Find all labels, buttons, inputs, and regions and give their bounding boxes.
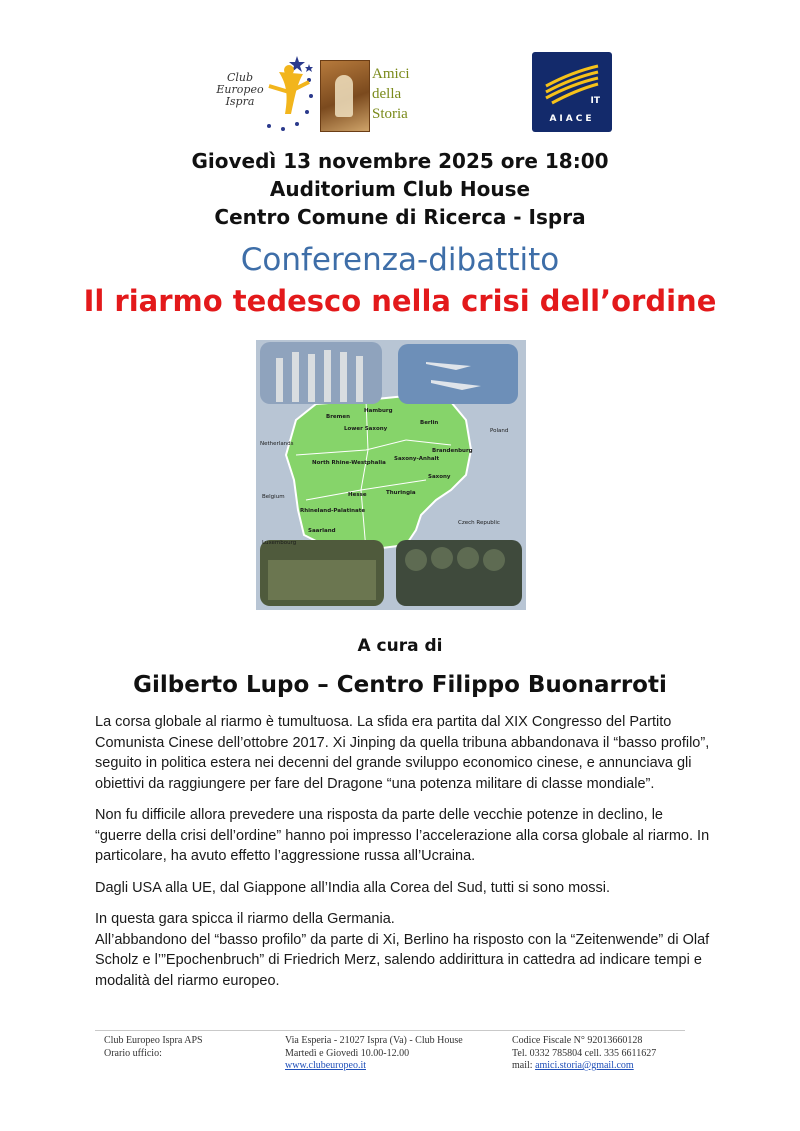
event-venue: Auditorium Club House [269,177,531,201]
footer-mail-label: mail: [512,1060,536,1071]
footer-tax-code: Codice Fiscale N° 92013660128 [512,1035,643,1046]
historic-figure-image [320,60,370,132]
event-description [95,712,710,1002]
footer-address [285,1035,463,1073]
paragraph-4: In questa gara spicca il riarmo della Germania. [95,911,395,927]
map-country-czech: Czech Republic [458,520,500,526]
paragraph-3: Dagli USA alla UE, dal Giappone all’India alla Corea del Sud, tutti si sono mossi. [95,879,611,896]
footer-org-name: Club Europeo Ispra APS [104,1035,203,1046]
map-state-hamburg: Hamburg [364,408,393,414]
paragraph-5: All’abbandono del “basso profilo” da parte di Xi, Berlino ha risposto con la “Zeitenwende” di Olaf Scholz e l’”Epochenbruch” di Friedrich Merz, salendo addirittura in cattedra ad indicare tempi e modalità del riarmo europeo. [95,931,710,989]
event-date: Giovedì 13 novembre 2025 ore 18:00 [191,149,609,173]
website-link[interactable]: www.clubeuropeo.it [285,1060,366,1071]
map-state-rhineland: Rhineland-Palatinate [300,508,366,514]
club-europeo-logo [205,52,320,132]
footer-street: Via Esperia - 21027 Ispra (Va) - Club House [285,1035,463,1046]
map-state-brandenburg: Brandenburg [432,448,473,454]
event-location: Centro Comune di Ricerca - Ispra [214,205,586,229]
email-link[interactable]: amici.storia@gmail.com [535,1060,634,1071]
germany-map-collage [256,340,526,610]
della-word: della [372,86,402,102]
aiace-logo [532,52,612,132]
map-state-saxony: Saxony [428,474,451,480]
map-country-luxembourg: Luxembourg [262,540,297,546]
map-state-saarland: Saarland [308,528,336,534]
map-state-nrw: North Rhine-Westphalia [312,460,386,466]
event-title: Il riarmo tedesco nella crisi dell’ordine [83,284,717,318]
event-type: Conferenza-dibattito [240,242,560,278]
aiace-it-label: IT [590,96,600,106]
storia-word: Storia [372,106,408,122]
amici-della-storia-logo [320,60,430,132]
map-country-belgium: Belgium [262,494,285,500]
amici-word: Amici [372,66,410,82]
footer-phone: Tel. 0332 785804 cell. 335 6611627 [512,1047,657,1059]
club-logo-text: Club Europeo Ispra [216,71,264,108]
speaker-name: Gilberto Lupo – Centro Filippo Buonarroti [133,672,667,698]
footer-office-hours-label: Orario ufficio: [104,1047,162,1059]
map-state-lower-saxony: Lower Saxony [344,426,388,432]
map-country-netherlands: Netherlands [260,441,294,447]
footer-hours: Martedì e Giovedì 10.00-12.00 [285,1047,410,1059]
footer-divider [95,1030,685,1031]
map-state-berlin: Berlin [420,420,439,426]
map-country-poland: Poland [490,428,509,434]
aiace-name: AIACE [549,114,595,124]
credits-label: A cura di [357,636,443,656]
map-state-bremen: Bremen [326,414,351,420]
footer-contacts [512,1035,656,1073]
footer-org [104,1035,203,1060]
map-state-thuringia: Thuringia [386,490,416,496]
paragraph-2: Non fu difficile allora prevedere una risposta da parte delle vecchie potenze in declino, le “guerre della crisi dell’ordine” hanno poi impresso l’accelerazione alla corsa globale al riarmo. In particolare, ha avuto effetto l’aggressione russa all’Ucraina. [95,807,710,864]
map-state-hesse: Hesse [348,492,367,498]
map-state-saxony-anhalt: Saxony-Anhalt [394,456,440,462]
paragraph-1: La corsa globale al riarmo è tumultuosa. La sfida era partita dal XIX Congresso del Partito Comunista Cinese dell’ottobre 2017. Xi Jinping da quella tribuna abbandonava il “basso profilo”, seguito in politica estera nei decenni del grande sviluppo economico cinese, e annunciava gli obiettivi da raggiungere per fare del Dragone “una potenza militare di classe mondiale”. [95,714,710,792]
